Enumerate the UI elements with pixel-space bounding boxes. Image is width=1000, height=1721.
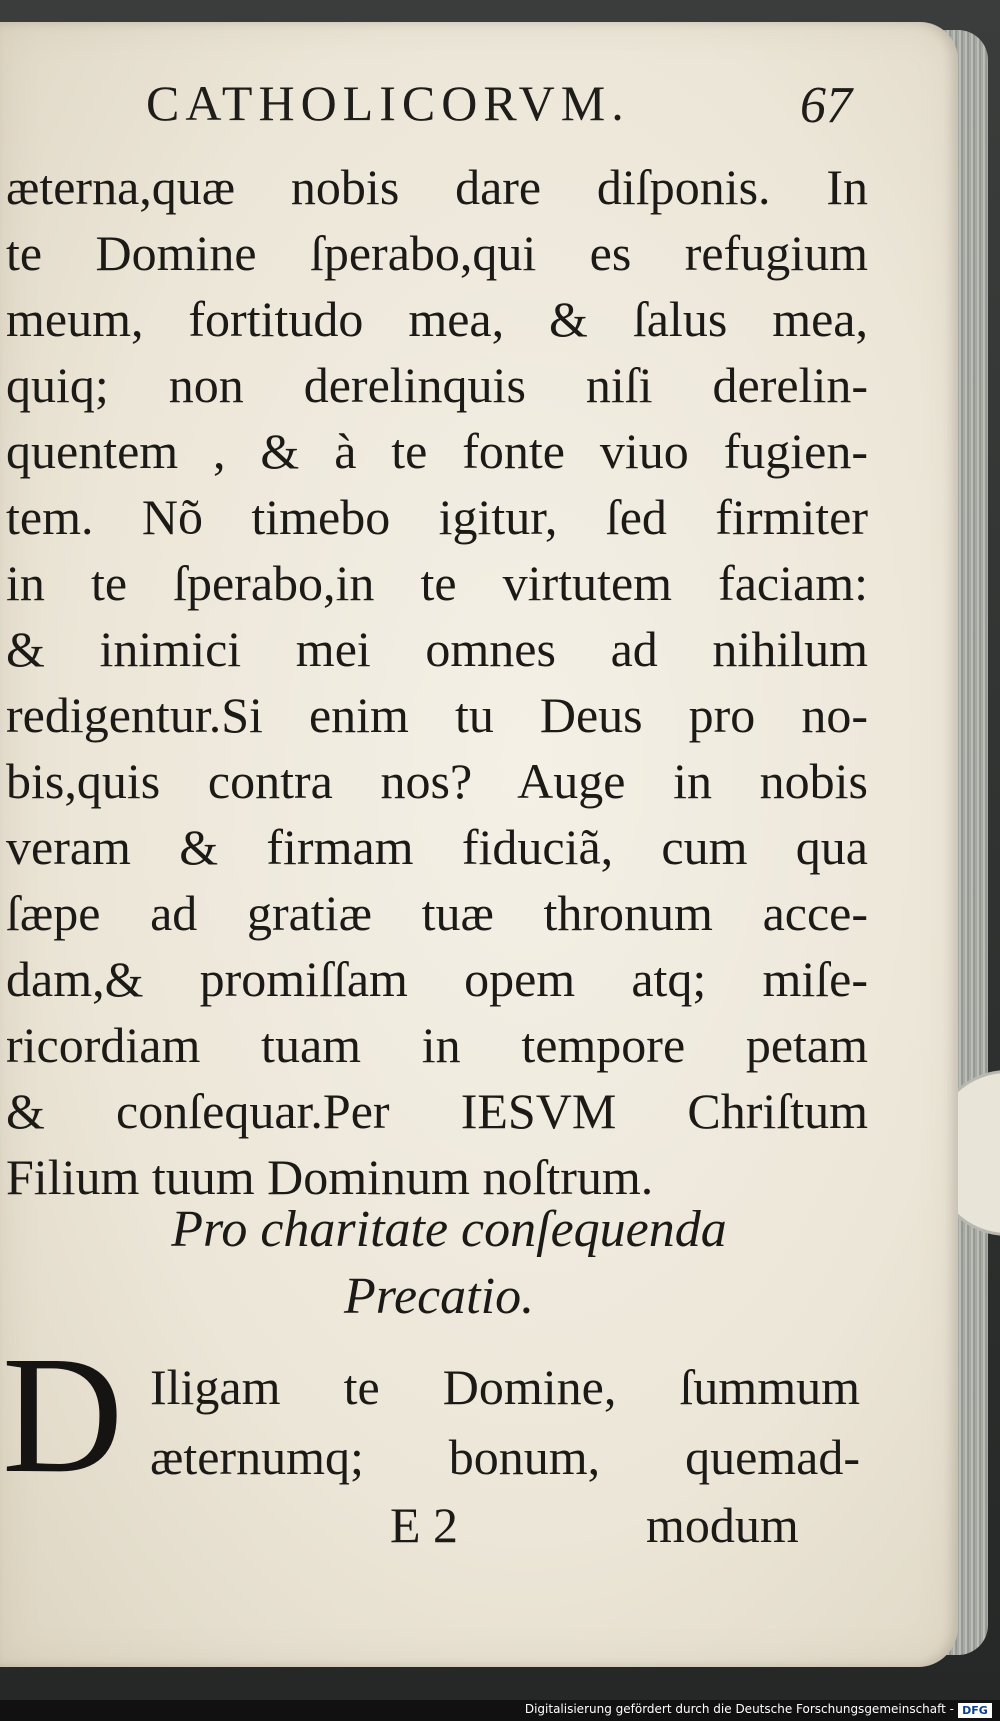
prayer-text bbox=[150, 1352, 860, 1492]
text-line: veram & firmam fiduciã, cum qua bbox=[6, 819, 868, 875]
section-heading: Pro charitate conſequenda bbox=[171, 1201, 727, 1258]
section-subheading: Precatio. bbox=[343, 1268, 535, 1325]
catchline bbox=[0, 1490, 958, 1560]
signature-mark: E 2 bbox=[390, 1497, 459, 1553]
text-line: Filium tuum Dominum noſtrum. bbox=[6, 1149, 654, 1205]
text-line: in te ſperabo,in te virtutem faciam: bbox=[6, 555, 868, 611]
page-number: 67 bbox=[800, 77, 852, 134]
text-line: æterna,quæ nobis dare diſponis. In bbox=[6, 159, 868, 215]
body-text bbox=[6, 154, 868, 1210]
text-line: te Domine ſperabo,qui es refugium bbox=[6, 225, 868, 281]
text-line: redigentur.Si enim tu Deus pro no- bbox=[6, 687, 868, 743]
text-line: Iligam te Domine, ſummum bbox=[150, 1359, 860, 1415]
book-page bbox=[0, 22, 958, 1667]
running-head: CATHOLICORVM. bbox=[146, 75, 630, 131]
text-line: bis,quis contra nos? Auge in nobis bbox=[6, 753, 868, 809]
text-line: tem. Nõ timebo igitur, ſed firmiter bbox=[6, 489, 868, 545]
funding-credit: Digitalisierung gefördert durch die Deutsche Forschungsgemeinschaft - bbox=[524, 1702, 954, 1716]
text-line: ſæpe ad gratiæ tuæ thronum acce- bbox=[6, 885, 868, 941]
text-line: & conſequar.Per IESVM Chriſtum bbox=[6, 1083, 868, 1139]
text-line: & inimici mei omnes ad nihilum bbox=[6, 621, 868, 677]
catchword: modum bbox=[646, 1497, 799, 1553]
dfg-logo: DFG bbox=[958, 1703, 992, 1718]
text-line: dam,& promiſſam opem atq; miſe- bbox=[6, 951, 868, 1007]
text-line: quentem , & à te fonte viuo fugien- bbox=[6, 423, 868, 479]
text-line: quiq; non derelinquis niſi derelin- bbox=[6, 357, 868, 413]
text-line: meum, fortitudo mea, & ſalus mea, bbox=[6, 291, 868, 347]
drop-cap: D bbox=[2, 1322, 124, 1508]
text-line: ricordiam tuam in tempore petam bbox=[6, 1017, 868, 1073]
page-text bbox=[0, 22, 958, 1667]
text-line: æternumq; bonum, quemad- bbox=[150, 1429, 860, 1485]
